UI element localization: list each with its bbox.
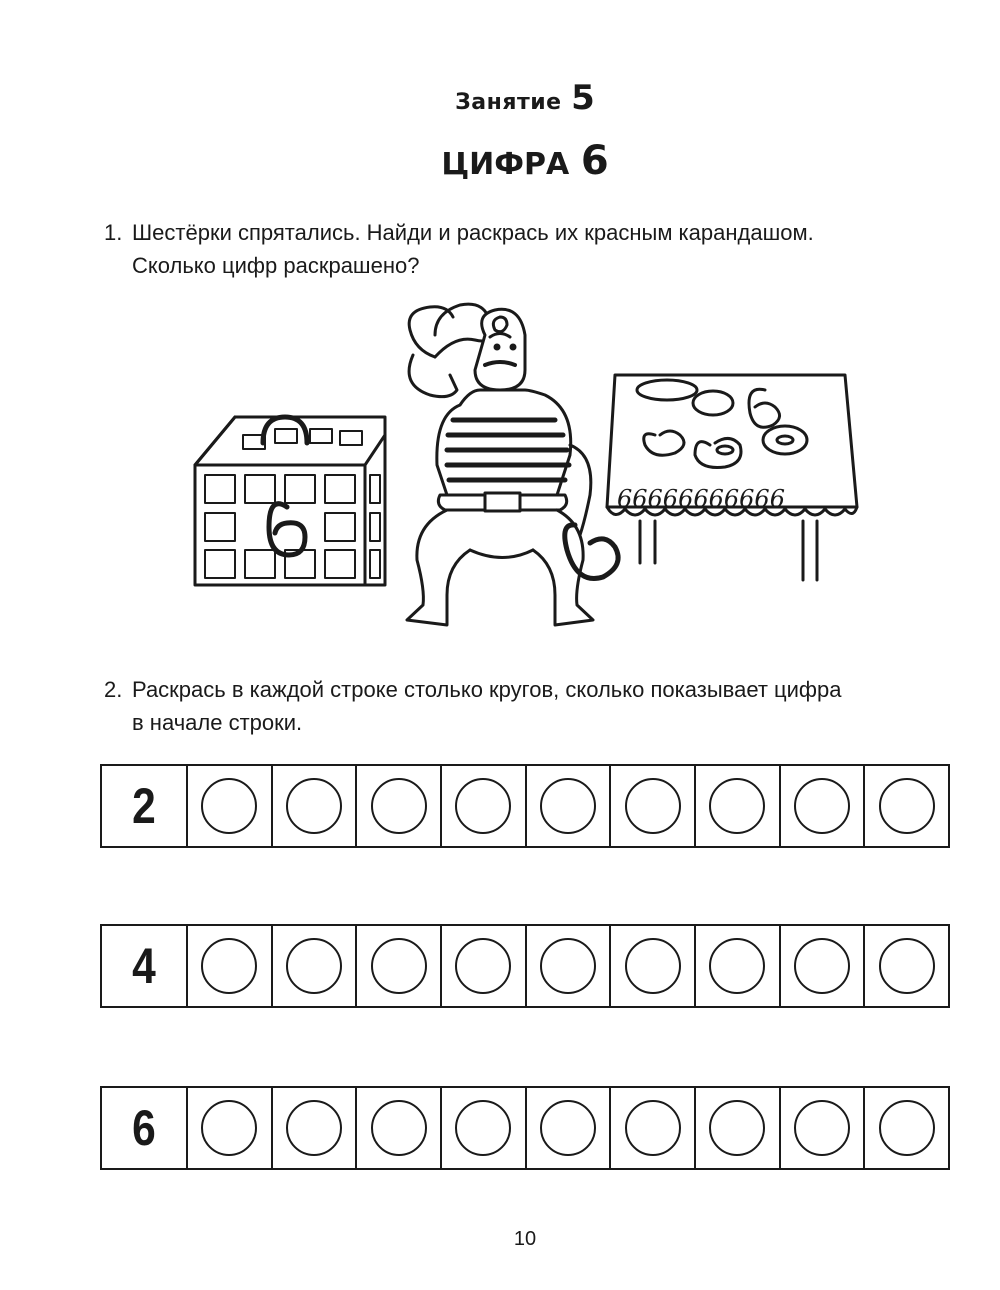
topic-word: ЦИФРА — [441, 147, 570, 182]
tablecloth-sixes: 66666666666 — [617, 485, 785, 513]
circle[interactable] — [371, 778, 427, 834]
circle-cell — [186, 766, 271, 846]
circle-cell — [525, 766, 610, 846]
row-digit: 6 — [132, 1100, 156, 1156]
circle-cell — [271, 926, 356, 1006]
lesson-heading — [0, 78, 1000, 118]
circle-cell — [186, 926, 271, 1006]
circle-cell — [779, 926, 864, 1006]
circle[interactable] — [540, 778, 596, 834]
row-digit: 2 — [132, 778, 156, 834]
circle-cell — [863, 1088, 948, 1168]
circle[interactable] — [709, 1100, 765, 1156]
topic-number: 6 — [580, 138, 609, 184]
task-2-line-2: в начале строки. — [132, 710, 303, 735]
circle[interactable] — [794, 938, 850, 994]
lesson-word: Занятие — [455, 90, 562, 115]
circle[interactable] — [879, 938, 935, 994]
circle-cell — [440, 1088, 525, 1168]
strongman-illustration — [185, 295, 865, 655]
row-digit-cell — [102, 1088, 186, 1168]
circle-cell — [525, 1088, 610, 1168]
circle[interactable] — [625, 1100, 681, 1156]
circle[interactable] — [201, 938, 257, 994]
task-2-number: 2. — [104, 677, 123, 702]
circle-cell — [186, 1088, 271, 1168]
circle[interactable] — [201, 778, 257, 834]
task-1 — [104, 216, 814, 282]
page-number: 10 — [513, 1228, 537, 1250]
circle-cell — [609, 926, 694, 1006]
circle-cell — [355, 1088, 440, 1168]
treasure-chest — [195, 417, 385, 585]
row-digit-cell — [102, 766, 186, 846]
circle[interactable] — [625, 938, 681, 994]
circle-cell — [694, 766, 779, 846]
circle-cell — [355, 926, 440, 1006]
topic-heading — [0, 138, 1000, 184]
task-1-line-2: Сколько цифр раскрашено? — [132, 253, 420, 278]
circle[interactable] — [794, 1100, 850, 1156]
circle[interactable] — [455, 1100, 511, 1156]
circle[interactable] — [879, 1100, 935, 1156]
circle-cell — [694, 926, 779, 1006]
circle[interactable] — [540, 1100, 596, 1156]
task-2-line-1: Раскрась в каждой строке столько кругов, сколько показывает цифра — [132, 677, 842, 702]
task-1-number: 1. — [104, 220, 123, 245]
circle[interactable] — [286, 1100, 342, 1156]
circle[interactable] — [201, 1100, 257, 1156]
circle[interactable] — [794, 778, 850, 834]
circle[interactable] — [879, 778, 935, 834]
circle-cell — [863, 766, 948, 846]
circle[interactable] — [455, 938, 511, 994]
circle[interactable] — [540, 938, 596, 994]
circle-cell — [271, 1088, 356, 1168]
circle[interactable] — [709, 778, 765, 834]
circle-row-3 — [100, 1086, 950, 1170]
circle-cell — [355, 766, 440, 846]
circle-row-2 — [100, 924, 950, 1008]
circle[interactable] — [371, 1100, 427, 1156]
table-with-pastries — [607, 375, 857, 580]
circle-cell — [271, 766, 356, 846]
circle-cell — [525, 926, 610, 1006]
circle-cell — [779, 766, 864, 846]
task-2 — [104, 673, 841, 739]
row-digit-cell — [102, 926, 186, 1006]
circle-cell — [609, 766, 694, 846]
circle-row-1 — [100, 764, 950, 848]
circle-cell — [863, 926, 948, 1006]
circle[interactable] — [371, 938, 427, 994]
task-1-line-1: Шестёрки спрятались. Найди и раскрась их красным карандашом. — [132, 220, 814, 245]
circle[interactable] — [455, 778, 511, 834]
circle[interactable] — [625, 778, 681, 834]
circle[interactable] — [709, 938, 765, 994]
circle-cell — [609, 1088, 694, 1168]
circle-cell — [694, 1088, 779, 1168]
strongman — [407, 304, 618, 625]
circle-cell — [779, 1088, 864, 1168]
circle-cell — [440, 926, 525, 1006]
circle[interactable] — [286, 778, 342, 834]
circle-cell — [440, 766, 525, 846]
row-digit: 4 — [132, 938, 156, 994]
lesson-number: 5 — [571, 78, 595, 118]
circle[interactable] — [286, 938, 342, 994]
